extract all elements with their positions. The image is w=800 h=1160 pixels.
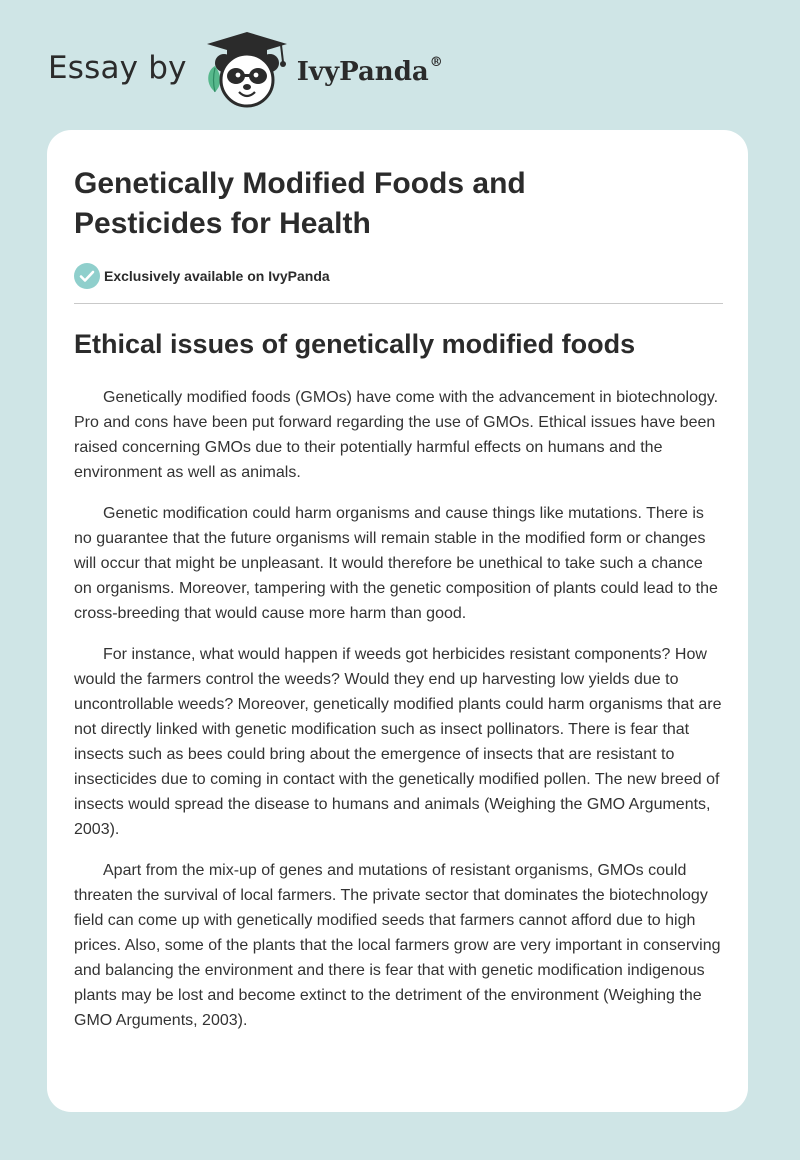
article-card xyxy=(47,130,748,1112)
exclusive-badge-text: Exclusively available on IvyPanda xyxy=(104,268,330,284)
section-heading: Ethical issues of genetically modified foods xyxy=(74,329,636,359)
article-title: Genetically Modified Foods and Pesticides for Health xyxy=(74,167,526,240)
exclusive-badge xyxy=(74,263,330,289)
site-header xyxy=(48,30,443,110)
panda-graduate-icon[interactable] xyxy=(201,30,293,110)
paragraph: For instance, what would happen if weeds got herbicides resistant components? How would the farmers control the weeds? Would they end up harvesting low yields due to uncontrollable weeds? Moreover, genetically modified plants could harm organisms that are not directly linked with genetic modification such as insect pollinators. There is fear that insects such as bees could bring about the emergence of insects that are resistant to insecticides due to coming in contact with the genetically modified pollen. The new breed of insects would spread the disease to humans and animals (Weighing the GMO Arguments, 2003). xyxy=(74,646,722,838)
paragraph: Genetically modified foods (GMOs) have come with the advancement in biotechnology. Pro and cons have been put forward regarding the use of GMOs. Ethical issues have been raised concerning GMOs due to their potentially harmful effects on humans and the environment as well as animals. xyxy=(74,389,719,481)
paragraph: Apart from the mix-up of genes and mutations of resistant organisms, GMOs could threaten the survival of local farmers. The private sector that dominates the biotechnology field can come up with genetically modified seeds that farmers cannot afford due to high prices. Also, some of the plants that the local farmers grow are very important in conserving and balancing the environment and there is fear that with genetic modification indigenous plants may be lost and become extinct to the detriment of the environment (Weighing the GMO Arguments, 2003). xyxy=(74,862,721,1029)
essay-by-label: Essay by xyxy=(48,50,187,86)
article-body xyxy=(74,385,724,1049)
paragraph: Genetic modification could harm organisms and cause things like mutations. There is no guarantee that the future organisms will remain stable in the modified form or changes will occur that might be unpleasant. It would therefore be unethical to take such a chance on organisms. Moreover, tampering with the genetic composition of plants could lead to the cross-breeding that would cause more harm than good. xyxy=(74,505,718,622)
divider xyxy=(74,303,723,304)
brand-name[interactable]: IvyPanda® xyxy=(296,55,443,87)
check-icon xyxy=(74,263,100,289)
